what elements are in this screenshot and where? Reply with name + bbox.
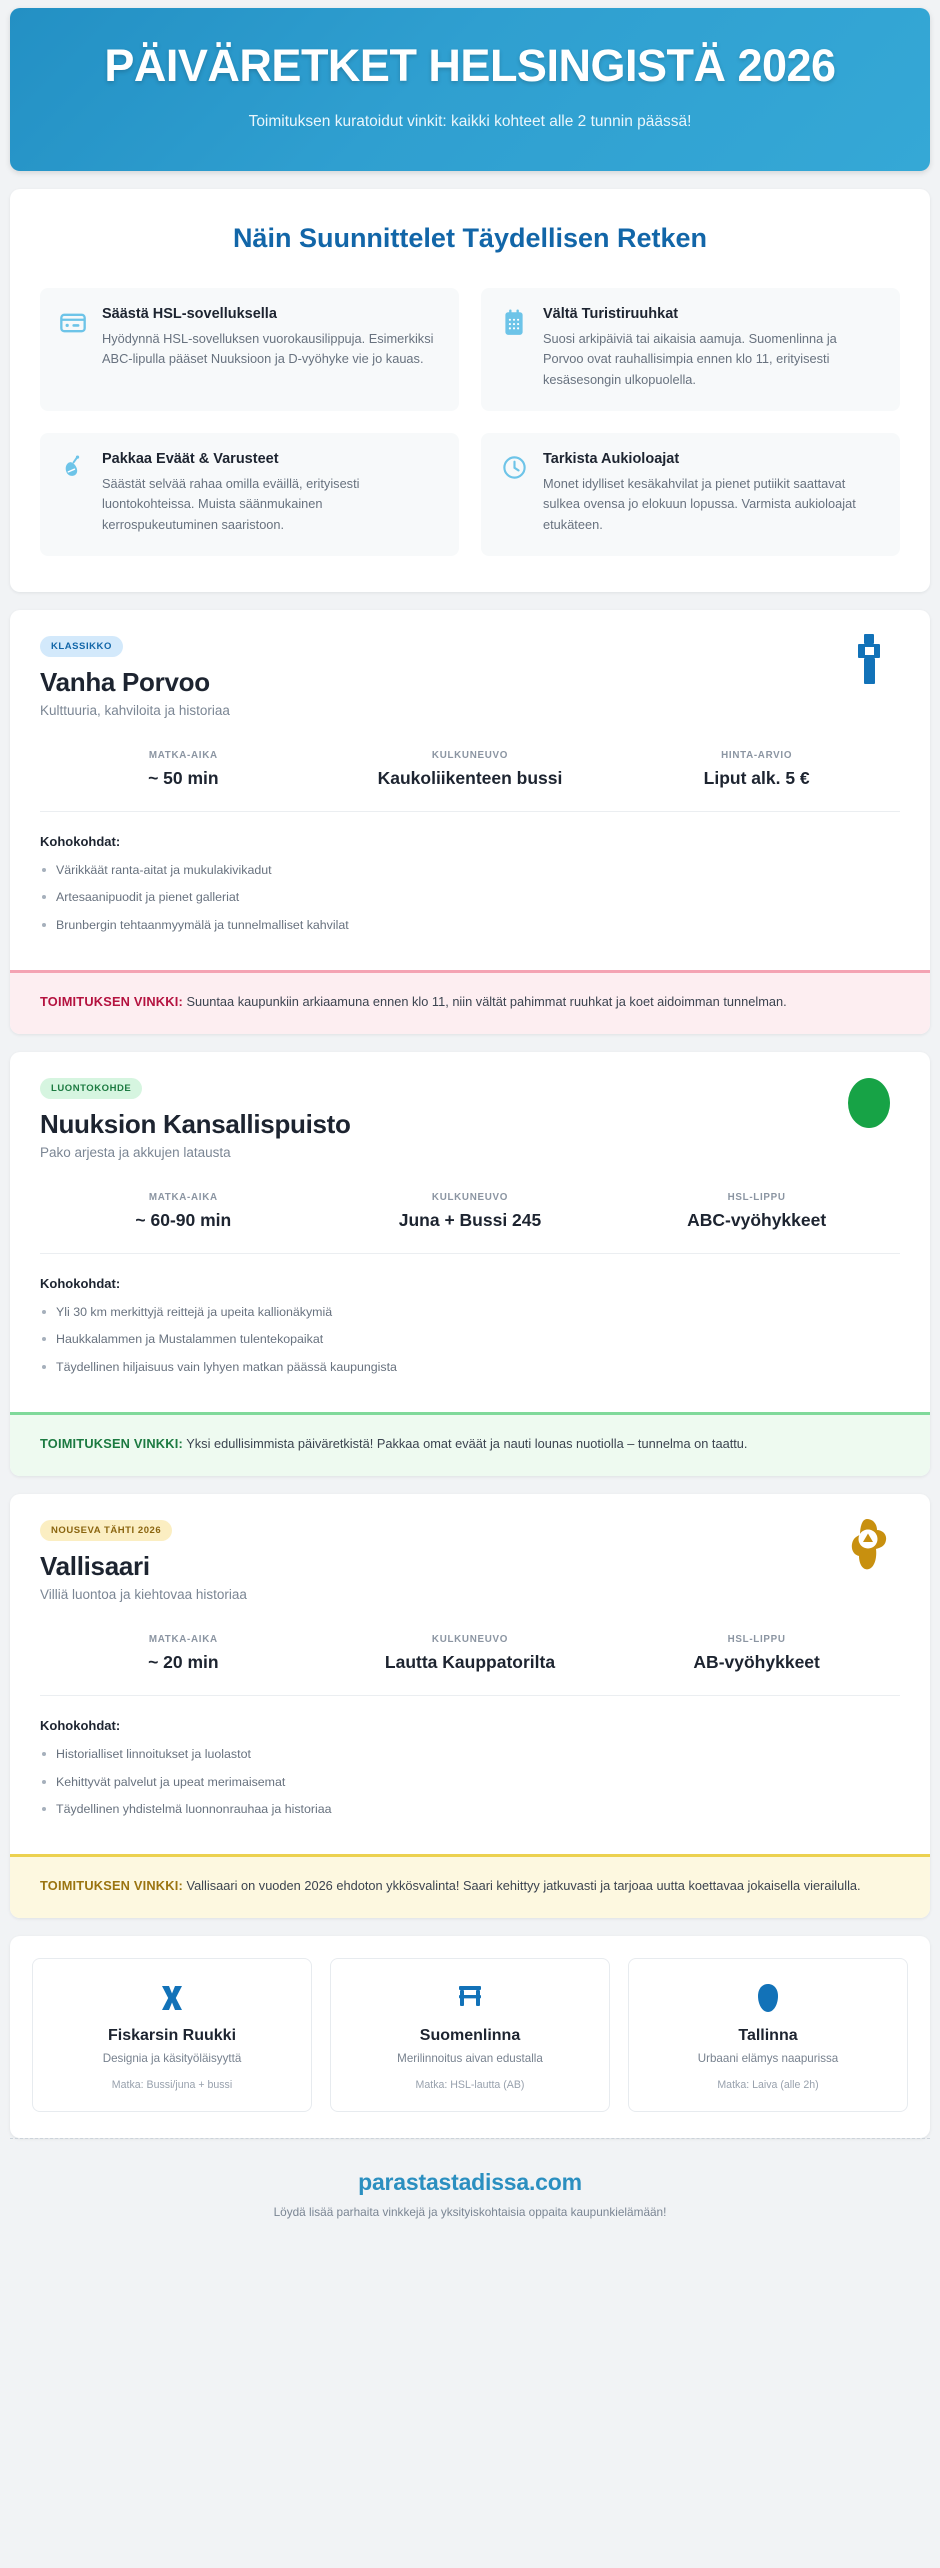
mini-destination-name: Tallinna xyxy=(738,2027,798,2045)
list-item: Brunbergin tehtaanmyymälä ja tunnelmalliset kahvilat xyxy=(40,917,900,934)
meta-value: ~ 60-90 min xyxy=(135,1210,232,1231)
meta-value: AB-vyöhykkeet xyxy=(693,1652,820,1673)
meta-label: KULKUNEUVO xyxy=(431,749,509,761)
mini-destination-card[interactable] xyxy=(32,1958,312,2112)
tip-heading: Säästä HSL-sovelluksella xyxy=(102,305,277,322)
destination-meta-row xyxy=(10,1610,930,1695)
meta-item xyxy=(327,750,614,789)
porvoo-building-icon xyxy=(840,632,898,690)
destination-card xyxy=(10,1494,930,1918)
tip-text: Hyödynnä HSL-sovelluksen vuorokausilippuja. Esimerkiksi ABC-lipulla pääset Nuuksioon ja D-vyöhyke vie jo kauas. xyxy=(102,330,434,367)
mini-destination-name: Suomenlinna xyxy=(419,2027,521,2045)
editorial-tip xyxy=(10,970,930,1034)
mini-destination-travel: Matka: HSL-lautta (AB) xyxy=(415,2079,525,2092)
tip-label: TOIMITUKSEN VINKKI: xyxy=(40,993,183,1009)
meta-label: KULKUNEUVO xyxy=(431,1634,509,1646)
highlights-heading: Kohokohdat: xyxy=(40,1276,121,1292)
status-badge: KLASSIKKO xyxy=(40,636,123,657)
tip-body: Suuntaa kaupunkiin arkiaamuna ennen klo 11, niin vältät pahimmat ruuhkat ja koet aidoimman tunnelman. xyxy=(182,993,787,1009)
tip-label: TOIMITUKSEN VINKKI: xyxy=(40,1436,183,1452)
destination-card xyxy=(10,1052,930,1476)
footer-tagline: Löydä lisää parhaita vinkkejä ja yksityiskohtaisia oppaita kaupunkielämään! xyxy=(273,2205,667,2220)
planning-tip-grid xyxy=(40,288,900,556)
status-badge: NOUSEVA TÄHTI 2026 xyxy=(40,1520,172,1541)
destination-subtitle: Kulttuuria, kahviloita ja historiaa xyxy=(40,702,230,718)
destination-subtitle: Villiä luontoa ja kiehtovaa historiaa xyxy=(40,1587,247,1603)
tip-card xyxy=(481,433,900,556)
more-destinations-panel xyxy=(10,1936,930,2138)
tip-body: Vallisaari on vuoden 2026 ehdoton ykkösvalinta! Saari kehittyy jatkuvasti ja tarjoaa uutta koettavaa jokaisella vierailulla. xyxy=(182,1878,861,1894)
highlights-heading: Kohokohdat: xyxy=(40,833,121,849)
backpack-icon xyxy=(58,453,88,483)
mini-destination-subtitle: Designia ja käsityöläisyyttä xyxy=(102,2052,242,2066)
fortress-icon xyxy=(345,1981,595,2015)
destination-name: Vanha Porvoo xyxy=(40,666,210,697)
meta-value: Juna + Bussi 245 xyxy=(398,1210,542,1231)
mini-card-grid xyxy=(32,1958,908,2112)
tip-heading: Vältä Turistiruuhkat xyxy=(543,305,679,322)
destination-meta-row xyxy=(10,726,930,811)
page-subtitle: Toimituksen kuratoidut vinkit: kaikki kohteet alle 2 tunnin päässä! xyxy=(248,112,692,130)
list-item: Artesaanipuodit ja pienet galleriat xyxy=(40,889,900,906)
blob-icon xyxy=(643,1981,893,2015)
editorial-tip xyxy=(10,1412,930,1476)
destination-meta-row xyxy=(10,1168,930,1253)
status-badge: LUONTOKOHDE xyxy=(40,1078,142,1099)
planning-panel xyxy=(10,189,930,592)
meta-value: Kaukoliikenteen bussi xyxy=(377,767,563,788)
meta-value: ~ 50 min xyxy=(148,767,219,788)
tip-label: TOIMITUKSEN VINKKI: xyxy=(40,1878,183,1894)
highlights-list xyxy=(40,862,900,934)
destination-subtitle: Pako arjesta ja akkujen latausta xyxy=(40,1145,231,1161)
list-item: Värikkäät ranta-aitat ja mukulakivikadut xyxy=(40,862,900,879)
meta-value: Lautta Kauppatorilta xyxy=(384,1652,556,1673)
highlights-heading: Kohokohdat: xyxy=(40,1718,121,1734)
clock-icon xyxy=(499,453,529,483)
mini-destination-card[interactable] xyxy=(628,1958,908,2112)
meta-item xyxy=(40,750,327,789)
x-mark-icon xyxy=(47,1981,297,2015)
meta-item xyxy=(613,1192,900,1231)
highlights-list xyxy=(40,1304,900,1376)
tip-heading: Tarkista Aukioloajat xyxy=(543,450,680,467)
meta-item xyxy=(40,1192,327,1231)
tip-card xyxy=(40,433,459,556)
tip-heading: Pakkaa Eväät & Varusteet xyxy=(102,450,279,467)
mini-destination-name: Fiskarsin Ruukki xyxy=(107,2027,237,2045)
tip-text: Suosi arkipäiviä tai aikaisia aamuja. Suomenlinna ja Porvoo ovat rauhallisimpia ennen klo 11, erityisesti kesäsesongin ulkopuolella. xyxy=(543,330,837,388)
highlights-list xyxy=(40,1746,900,1818)
tip-card xyxy=(481,288,900,411)
tip-text: Monet idylliset kesäkahvilat ja pienet putiikit saattavat sulkea ovensa jo elokuun lopussa. Varmista aukioloajat etukäteen. xyxy=(543,475,856,533)
list-item: Yli 30 km merkittyjä reittejä ja upeita kallionäkymiä xyxy=(40,1304,900,1321)
destination-name: Vallisaari xyxy=(40,1551,150,1582)
infographic-page xyxy=(0,8,940,2245)
green-blob-icon xyxy=(840,1074,898,1132)
editorial-tip xyxy=(10,1854,930,1918)
mini-destination-travel: Matka: Bussi/juna + bussi xyxy=(111,2079,233,2092)
meta-label: HSL-LIPPU xyxy=(727,1634,786,1646)
meta-value: ABC-vyöhykkeet xyxy=(687,1210,827,1231)
footer xyxy=(10,2138,930,2245)
footer-brand[interactable]: parastastadissa.com xyxy=(358,2169,582,2196)
ticket-card-icon xyxy=(58,308,88,338)
meta-item xyxy=(613,750,900,789)
destination-card xyxy=(10,610,930,1034)
meta-label: HSL-LIPPU xyxy=(727,1192,786,1204)
list-item: Kehittyvät palvelut ja upeat merimaisemat xyxy=(40,1774,900,1791)
tip-body: Yksi edullisimmista päiväretkistä! Pakkaa omat eväät ja nauti lounas nuotiolla – tunnelma on taattu. xyxy=(182,1436,748,1452)
mini-destination-subtitle: Merilinnoitus aivan edustalla xyxy=(397,2052,543,2066)
mini-destination-travel: Matka: Laiva (alle 2h) xyxy=(717,2079,819,2092)
meta-label: MATKA-AIKA xyxy=(148,1634,218,1646)
list-item: Täydellinen yhdistelmä luonnonrauhaa ja historiaa xyxy=(40,1801,900,1818)
island-icon xyxy=(840,1516,898,1574)
page-title: PÄIVÄRETKET HELSINGISTÄ 2026 xyxy=(104,40,836,91)
meta-label: MATKA-AIKA xyxy=(148,749,218,761)
calendar-icon xyxy=(499,308,529,338)
list-item: Haukkalammen ja Mustalammen tulentekopaikat xyxy=(40,1331,900,1348)
tip-card xyxy=(40,288,459,411)
mini-destination-subtitle: Urbaani elämys naapurissa xyxy=(697,2052,839,2066)
list-item: Historialliset linnoitukset ja luolastot xyxy=(40,1746,900,1763)
meta-item xyxy=(40,1634,327,1673)
meta-label: KULKUNEUVO xyxy=(431,1192,509,1204)
planning-title: Näin Suunnittelet Täydellisen Retken xyxy=(232,222,708,253)
meta-item xyxy=(613,1634,900,1673)
hero-banner xyxy=(10,8,930,171)
meta-label: MATKA-AIKA xyxy=(148,1192,218,1204)
meta-item xyxy=(327,1634,614,1673)
meta-value: Liput alk. 5 € xyxy=(703,767,810,788)
mini-destination-card[interactable] xyxy=(330,1958,610,2112)
meta-label: HINTA-ARVIO xyxy=(721,749,793,761)
meta-value: ~ 20 min xyxy=(148,1652,219,1673)
destination-name: Nuuksion Kansallispuisto xyxy=(40,1109,351,1140)
meta-item xyxy=(327,1192,614,1231)
list-item: Täydellinen hiljaisuus vain lyhyen matkan päässä kaupungista xyxy=(40,1359,900,1376)
tip-text: Säästät selvää rahaa omilla eväillä, erityisesti luontokohteissa. Muista säänmukainen kerrospukeutuminen saaristoon. xyxy=(102,475,360,533)
